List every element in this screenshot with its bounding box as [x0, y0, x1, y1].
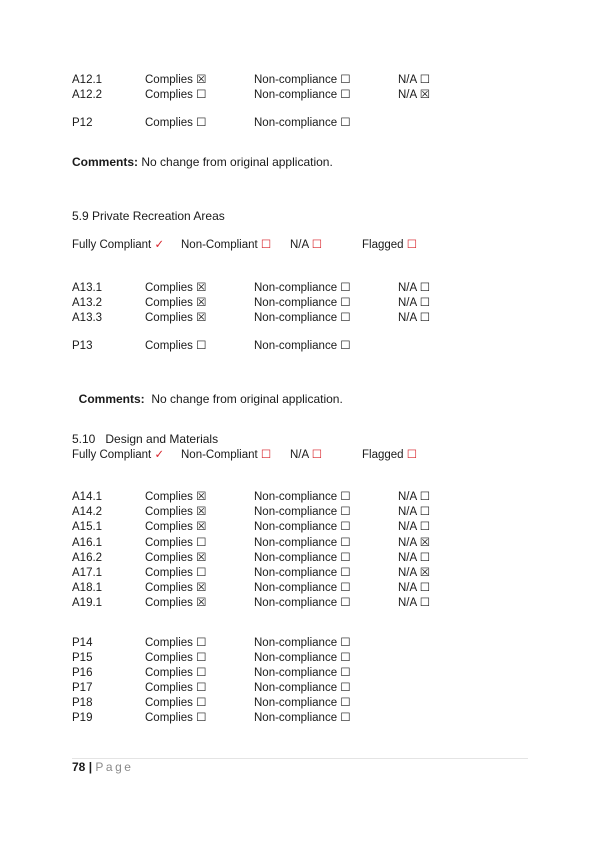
complies-option[interactable]: Complies ☒ [145, 297, 207, 309]
table-row [0, 711, 599, 726]
na-status[interactable] [290, 238, 322, 253]
complies-option[interactable]: Complies ☐ [145, 567, 207, 579]
noncompliance-option[interactable]: Non-compliance ☐ [254, 637, 351, 649]
flagged-status[interactable] [362, 448, 417, 463]
complies-option[interactable]: Complies ☒ [145, 506, 207, 518]
requirement-id: P18 [72, 697, 93, 709]
requirement-id: A16.2 [72, 552, 103, 564]
comments [72, 378, 343, 406]
noncompliance-option[interactable]: Non-compliance ☐ [254, 521, 351, 533]
noncompliance-option[interactable]: Non-compliance ☐ [254, 89, 351, 101]
checkbox-icon: ☐ [406, 239, 418, 251]
table-row [0, 505, 599, 520]
fully-compliant-status[interactable] [72, 238, 164, 253]
noncompliance-option[interactable]: Non-compliance ☐ [254, 682, 351, 694]
na-status[interactable] [290, 448, 322, 463]
noncompliance-option[interactable]: Non-compliance ☐ [254, 282, 351, 294]
fully-compliant-status[interactable] [72, 448, 164, 463]
requirement-id: A13.2 [72, 297, 103, 309]
complies-option[interactable]: Complies ☒ [145, 521, 207, 533]
fully-compliant-label: Fully Compliant [72, 239, 152, 251]
noncompliance-option[interactable]: Non-compliance ☐ [254, 537, 351, 549]
requirement-id: A16.1 [72, 537, 103, 549]
na-option[interactable]: N/A ☒ [398, 537, 431, 549]
table-row [0, 666, 599, 681]
table-row [0, 566, 599, 581]
complies-option[interactable]: Complies ☒ [145, 282, 207, 294]
table-row [0, 116, 599, 131]
complies-option[interactable]: Complies ☐ [145, 537, 207, 549]
na-option[interactable]: N/A ☐ [398, 582, 431, 594]
table-row [0, 281, 599, 296]
table-row [0, 636, 599, 651]
complies-option[interactable]: Complies ☐ [145, 667, 207, 679]
noncompliance-option[interactable]: Non-compliance ☐ [254, 74, 351, 86]
comments-text: No change from original application. [138, 155, 333, 169]
na-option[interactable]: N/A ☐ [398, 521, 431, 533]
na-option[interactable]: N/A ☐ [398, 312, 431, 324]
complies-option[interactable]: Complies ☐ [145, 697, 207, 709]
noncompliance-option[interactable]: Non-compliance ☐ [254, 340, 351, 352]
complies-option[interactable]: Complies ☐ [145, 117, 207, 129]
table-row [0, 311, 599, 326]
complies-option[interactable]: Complies ☐ [145, 340, 207, 352]
checkbox-icon: ☐ [260, 449, 272, 461]
na-option[interactable]: N/A ☐ [398, 506, 431, 518]
table-row [0, 596, 599, 611]
complies-option[interactable]: Complies ☐ [145, 682, 207, 694]
requirement-id: A14.1 [72, 491, 103, 503]
na-option[interactable]: N/A ☒ [398, 89, 431, 101]
page-label: Page [95, 760, 134, 774]
requirement-id: A19.1 [72, 597, 103, 609]
checkbox-icon: ☐ [260, 239, 272, 251]
table-row [0, 651, 599, 666]
complies-option[interactable]: Complies ☒ [145, 582, 207, 594]
comments-text: No change from original application. [144, 392, 343, 406]
complies-option[interactable]: Complies ☒ [145, 597, 207, 609]
flagged-status[interactable] [362, 238, 417, 253]
na-label: N/A [290, 449, 309, 461]
comments-label: Comments: [78, 392, 145, 406]
flagged-label: Flagged [362, 239, 404, 251]
requirement-id: P16 [72, 667, 93, 679]
na-label: N/A [290, 239, 309, 251]
requirement-id: A12.1 [72, 74, 103, 86]
noncompliance-option[interactable]: Non-compliance ☐ [254, 567, 351, 579]
noncompliance-option[interactable]: Non-compliance ☐ [254, 582, 351, 594]
noncompliance-option[interactable]: Non-compliance ☐ [254, 491, 351, 503]
na-option[interactable]: N/A ☐ [398, 491, 431, 503]
section-heading: 5.10 Design and Materials [72, 432, 219, 446]
complies-option[interactable]: Complies ☒ [145, 74, 207, 86]
page-number: 78 [72, 760, 86, 774]
noncompliance-option[interactable]: Non-compliance ☐ [254, 552, 351, 564]
non-compliant-status[interactable] [181, 448, 271, 463]
non-compliant-status[interactable] [181, 238, 271, 253]
noncompliance-option[interactable]: Non-compliance ☐ [254, 597, 351, 609]
footer-divider [72, 758, 528, 759]
checkbox-icon: ☐ [406, 449, 418, 461]
table-row [0, 581, 599, 596]
na-option[interactable]: N/A ☐ [398, 552, 431, 564]
requirement-id: A15.1 [72, 521, 103, 533]
table-row [0, 681, 599, 696]
compliance-status-row [0, 238, 599, 253]
table-row [0, 696, 599, 711]
complies-option[interactable]: Complies ☐ [145, 89, 207, 101]
noncompliance-option[interactable]: Non-compliance ☐ [254, 697, 351, 709]
requirement-id: A18.1 [72, 582, 103, 594]
requirement-id: P17 [72, 682, 93, 694]
comments [72, 155, 333, 169]
na-option[interactable]: N/A ☐ [398, 597, 431, 609]
non-compliant-label: Non-Compliant [181, 449, 258, 461]
requirement-id: P14 [72, 637, 93, 649]
requirement-id: P19 [72, 712, 93, 724]
noncompliance-option[interactable]: Non-compliance ☐ [254, 117, 351, 129]
requirement-id: P12 [72, 117, 93, 129]
table-row [0, 73, 599, 88]
requirement-id: A17.1 [72, 567, 103, 579]
complies-option[interactable]: Complies ☐ [145, 712, 207, 724]
requirement-id: P15 [72, 652, 93, 664]
compliance-status-row [0, 448, 599, 463]
table-row [0, 520, 599, 535]
requirement-id: A13.1 [72, 282, 103, 294]
na-option[interactable]: N/A ☐ [398, 74, 431, 86]
comments-label: Comments: [72, 155, 139, 169]
checkbox-icon: ☐ [311, 449, 323, 461]
complies-option[interactable]: Complies ☒ [145, 312, 207, 324]
noncompliance-option[interactable]: Non-compliance ☐ [254, 667, 351, 679]
flagged-label: Flagged [362, 449, 404, 461]
na-option[interactable]: N/A ☐ [398, 297, 431, 309]
noncompliance-option[interactable]: Non-compliance ☐ [254, 506, 351, 518]
checkbox-icon: ☐ [311, 239, 323, 251]
complies-option[interactable]: Complies ☐ [145, 637, 207, 649]
table-row [0, 536, 599, 551]
na-option[interactable]: N/A ☐ [398, 282, 431, 294]
complies-option[interactable]: Complies ☒ [145, 491, 207, 503]
non-compliant-label: Non-Compliant [181, 239, 258, 251]
noncompliance-option[interactable]: Non-compliance ☐ [254, 652, 351, 664]
complies-option[interactable]: Complies ☒ [145, 552, 207, 564]
fully-compliant-label: Fully Compliant [72, 449, 152, 461]
complies-option[interactable]: Complies ☐ [145, 652, 207, 664]
checkmark-icon: ✓ [154, 449, 165, 461]
page-footer [72, 760, 133, 774]
checkmark-icon: ✓ [154, 239, 165, 251]
na-option[interactable]: N/A ☒ [398, 567, 431, 579]
table-row [0, 88, 599, 103]
requirement-id: P13 [72, 340, 93, 352]
table-row [0, 551, 599, 566]
requirement-id: A14.2 [72, 506, 103, 518]
table-row [0, 296, 599, 311]
requirement-id: A12.2 [72, 89, 103, 101]
page-separator: | [85, 760, 96, 774]
noncompliance-option[interactable]: Non-compliance ☐ [254, 312, 351, 324]
noncompliance-option[interactable]: Non-compliance ☐ [254, 712, 351, 724]
table-row [0, 490, 599, 505]
table-row [0, 339, 599, 354]
requirement-id: A13.3 [72, 312, 103, 324]
noncompliance-option[interactable]: Non-compliance ☐ [254, 297, 351, 309]
section-heading: 5.9 Private Recreation Areas [72, 209, 225, 223]
